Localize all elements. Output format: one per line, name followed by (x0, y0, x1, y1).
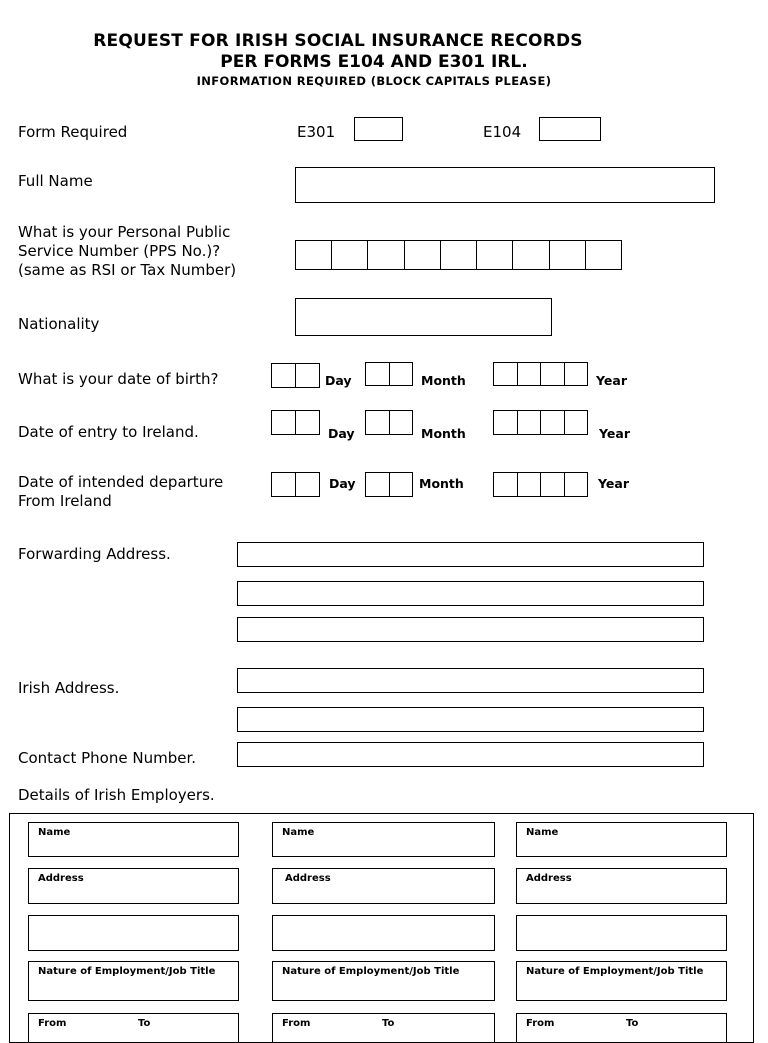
forwarding-address-line3[interactable] (237, 617, 704, 642)
form-subtitle: INFORMATION REQUIRED (BLOCK CAPITALS PLEASE) (196, 74, 552, 88)
e104-label: E104 (483, 123, 522, 141)
entry-month-label: Month (421, 426, 466, 441)
form-title-line2: PER FORMS E104 AND E301 IRL. (220, 52, 528, 72)
full-name-field[interactable] (295, 167, 715, 203)
employer-name-label: Name (526, 827, 559, 838)
dob-day-label: Day (325, 373, 352, 388)
departure-year-field[interactable] (493, 472, 588, 497)
irish-address-line2[interactable] (237, 707, 704, 732)
employer-from-label: From (38, 1018, 67, 1029)
employer3-address-line2[interactable] (516, 915, 727, 951)
dob-year-label: Year (596, 373, 627, 388)
pps-digit-cell[interactable] (549, 241, 585, 269)
pps-digit-cell[interactable] (440, 241, 476, 269)
dob-label: What is your date of birth? (18, 370, 219, 388)
pps-digit-cell[interactable] (404, 241, 440, 269)
employer-address-label: Address (285, 873, 331, 884)
employer-address-label: Address (526, 873, 572, 884)
nationality-label: Nationality (18, 315, 100, 333)
entry-month-field[interactable] (365, 410, 413, 435)
entry-year-field[interactable] (493, 410, 588, 435)
employer3-nature-field[interactable] (516, 961, 727, 1001)
e301-checkbox[interactable] (354, 117, 403, 141)
forwarding-address-label: Forwarding Address. (18, 545, 171, 563)
employer-nature-label: Nature of Employment/Job Title (526, 966, 704, 977)
departure-year-label: Year (598, 476, 629, 491)
pps-digit-cell[interactable] (476, 241, 512, 269)
pps-number-field[interactable] (295, 240, 622, 270)
departure-month-field[interactable] (365, 472, 413, 497)
employer1-address-field[interactable] (28, 868, 239, 904)
employer-from-label: From (526, 1018, 555, 1029)
forwarding-address-line1[interactable] (237, 542, 704, 567)
pps-label-line1: What is your Personal Public (18, 223, 231, 241)
employer2-dates-field[interactable] (272, 1013, 495, 1043)
departure-label-line1: Date of intended departure (18, 473, 224, 491)
phone-label: Contact Phone Number. (18, 749, 197, 767)
irish-address-label: Irish Address. (18, 679, 120, 697)
departure-day-field[interactable] (271, 472, 320, 497)
dob-day-field[interactable] (271, 363, 320, 388)
e104-checkbox[interactable] (539, 117, 601, 141)
employer3-name-field[interactable] (516, 822, 727, 857)
full-name-label: Full Name (18, 172, 93, 190)
employer3-address-field[interactable] (516, 868, 727, 904)
employer-to-label: To (138, 1018, 151, 1029)
departure-label-line2: From Ireland (18, 492, 112, 510)
employer2-nature-field[interactable] (272, 961, 495, 1001)
pps-digit-cell[interactable] (512, 241, 548, 269)
employer2-address-line2[interactable] (272, 915, 495, 951)
employer-nature-label: Nature of Employment/Job Title (38, 966, 216, 977)
e301-label: E301 (297, 123, 336, 141)
irish-address-line1[interactable] (237, 668, 704, 693)
entry-day-label: Day (328, 426, 355, 441)
entry-date-label: Date of entry to Ireland. (18, 423, 199, 441)
employers-label: Details of Irish Employers. (18, 786, 215, 804)
pps-digit-cell[interactable] (331, 241, 367, 269)
nationality-field[interactable] (295, 298, 552, 336)
employer-to-label: To (626, 1018, 639, 1029)
employer-nature-label: Nature of Employment/Job Title (282, 966, 460, 977)
departure-day-label: Day (329, 476, 356, 491)
employer-from-label: From (282, 1018, 311, 1029)
employer-name-label: Name (38, 827, 71, 838)
form-required-label: Form Required (18, 123, 128, 141)
employer1-nature-field[interactable] (28, 961, 239, 1001)
forwarding-address-line2[interactable] (237, 581, 704, 606)
phone-field[interactable] (237, 742, 704, 767)
dob-month-field[interactable] (365, 362, 413, 386)
employer1-address-line2[interactable] (28, 915, 239, 951)
pps-digit-cell[interactable] (585, 241, 621, 269)
entry-year-label: Year (599, 426, 630, 441)
form-title: REQUEST FOR IRISH SOCIAL INSURANCE RECORDS (93, 31, 583, 51)
employer-name-label: Name (282, 827, 315, 838)
employer3-dates-field[interactable] (516, 1013, 727, 1043)
dob-year-field[interactable] (493, 362, 588, 386)
pps-label-line3: (same as RSI or Tax Number) (18, 261, 237, 279)
employer-address-label: Address (38, 873, 84, 884)
dob-month-label: Month (421, 373, 466, 388)
departure-month-label: Month (419, 476, 464, 491)
entry-day-field[interactable] (271, 410, 320, 435)
pps-label-line2: Service Number (PPS No.)? (18, 242, 221, 260)
employer1-name-field[interactable] (28, 822, 239, 857)
pps-digit-cell[interactable] (296, 241, 331, 269)
employer-to-label: To (382, 1018, 395, 1029)
employer1-dates-field[interactable] (28, 1013, 239, 1043)
employer2-address-field[interactable] (272, 868, 495, 904)
pps-digit-cell[interactable] (367, 241, 403, 269)
employer2-name-field[interactable] (272, 822, 495, 857)
